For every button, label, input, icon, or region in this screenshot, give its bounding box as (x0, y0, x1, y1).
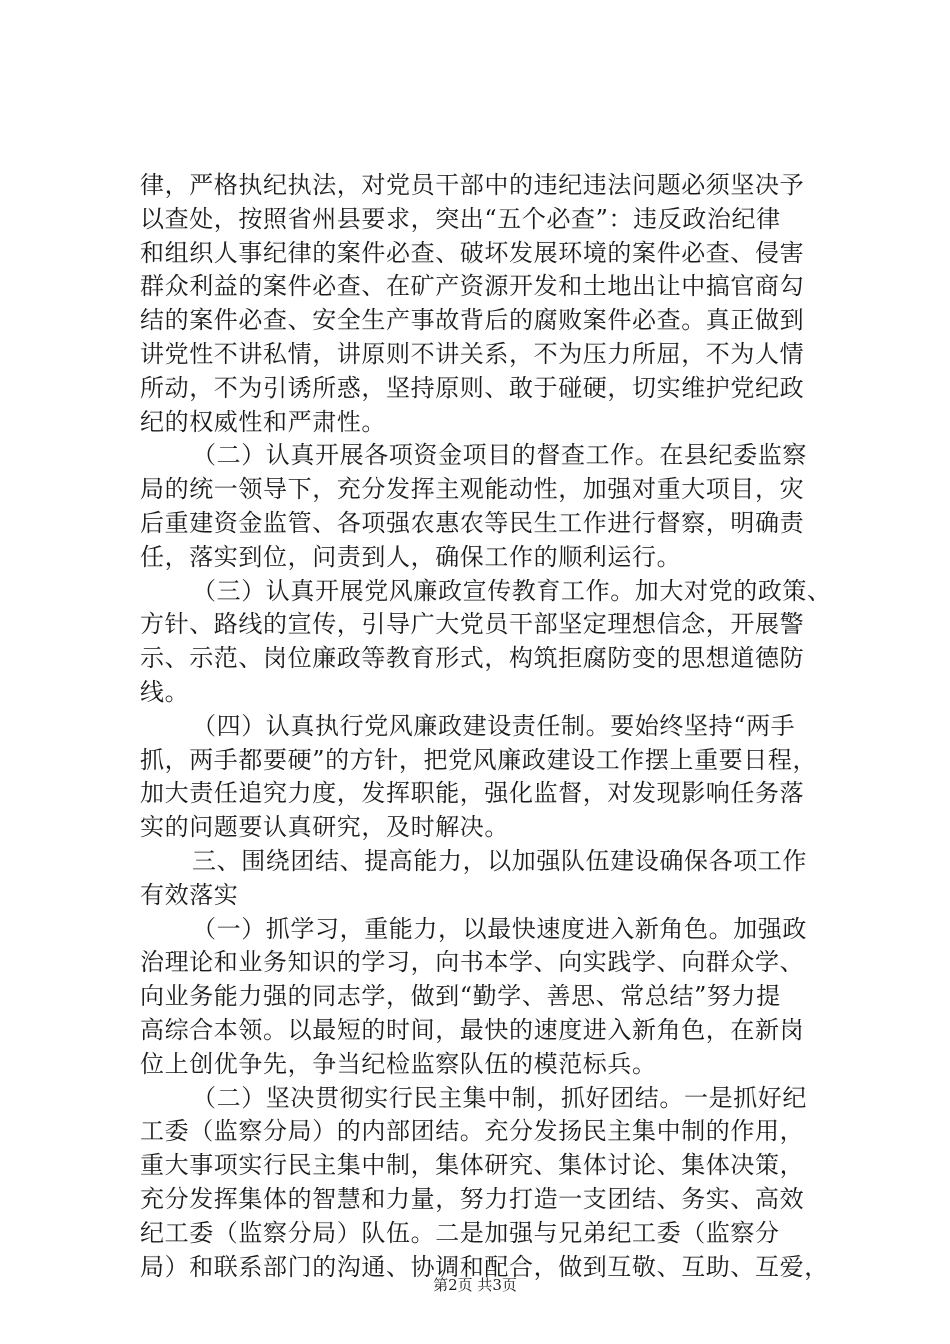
page-number-footer: 第2页 共3页 (433, 1276, 517, 1294)
text-line: 示、示范、岗位廉政等教育形式，构筑拒腐防变的思想道德防 (140, 644, 805, 673)
text-line: 抓，两手都要硬”的方针，把党风廉政建设工作摆上重要日程， (140, 745, 818, 774)
text-line: 位上创优争先，争当纪检监察队伍的模范标兵。 (140, 1049, 657, 1078)
text-line: 局）和联系部门的沟通、协调和配合，做到互敬、互助、互爱， (140, 1252, 829, 1281)
paragraph-start-line: （四）认真执行党风廉政建设责任制。要始终坚持“两手 (192, 711, 796, 740)
text-line: 实的问题要认真研究，及时解决。 (140, 813, 509, 842)
text-line: 任，落实到位，问责到人，确保工作的顺利运行。 (140, 542, 682, 571)
text-line: 纪的权威性和严肃性。 (140, 407, 386, 436)
text-line: 和组织人事纪律的案件必查、破坏发展环境的案件必查、侵害 (140, 238, 805, 267)
text-line: 以查处，按照省州县要求，突出“五个必查”：违反政治纪律 (140, 204, 781, 233)
text-line: 线。 (140, 677, 190, 706)
text-line: 局的统一领导下，充分发挥主观能动性，加强对重大项目，灾 (140, 475, 805, 504)
section-heading-line: 有效落实 (140, 880, 239, 909)
text-line: 讲党性不讲私情，讲原则不讲关系，不为压力所屈，不为人情 (140, 339, 805, 368)
text-line: 群众利益的案件必查、在矿产资源开发和土地出让中搞官商勾 (140, 272, 805, 301)
text-line: 治理论和业务知识的学习，向书本学、向实践学、向群众学、 (140, 948, 805, 977)
document-body (140, 169, 834, 1284)
text-line: 纪工委（监察分局）队伍。二是加强与兄弟纪工委（监察分 (140, 1218, 780, 1247)
text-line: 重大事项实行民主集中制，集体研究、集体讨论、集体决策， (140, 1151, 805, 1180)
paragraph-start-line: （二）坚决贯彻实行民主集中制，抓好团结。一是抓好纪 (192, 1083, 807, 1112)
paragraph-start-line: （三）认真开展党风廉政宣传教育工作。加大对党的政策、 (192, 576, 832, 605)
paragraph-start-line: （一）抓学习，重能力，以最快速度进入新角色。加强政 (192, 914, 807, 943)
text-line: 方针、路线的宣传，引导广大党员干部坚定理想信念，开展警 (140, 610, 805, 639)
text-line: 加大责任追究力度，发挥职能，强化监督，对发现影响任务落 (140, 779, 805, 808)
paragraph-start-line: （二）认真开展各项资金项目的督查工作。在县纪委监察 (192, 441, 807, 470)
text-line: 结的案件必查、安全生产事故背后的腐败案件必查。真正做到 (140, 306, 805, 335)
text-line: 高综合本领。以最短的时间，最快的速度进入新角色，在新岗 (140, 1015, 805, 1044)
text-line: 后重建资金监管、各项强农惠农等民生工作进行督察，明确责 (140, 508, 805, 537)
text-line: 律，严格执纪执法，对党员干部中的违纪违法问题必须坚决予 (140, 171, 805, 199)
text-line: 工委（监察分局）的内部团结。充分发扬民主集中制的作用， (140, 1117, 805, 1146)
text-line: 所动，不为引诱所惑，坚持原则、敢于碰硬，切实维护党纪政 (140, 373, 805, 402)
section-heading-line: 三、围绕团结、提高能力，以加强队伍建设确保各项工作 (192, 846, 807, 875)
text-line: 充分发挥集体的智慧和力量，努力打造一支团结、务实、高效 (140, 1184, 805, 1213)
text-line: 向业务能力强的同志学，做到“勤学、善思、常总结”努力提 (140, 982, 781, 1011)
